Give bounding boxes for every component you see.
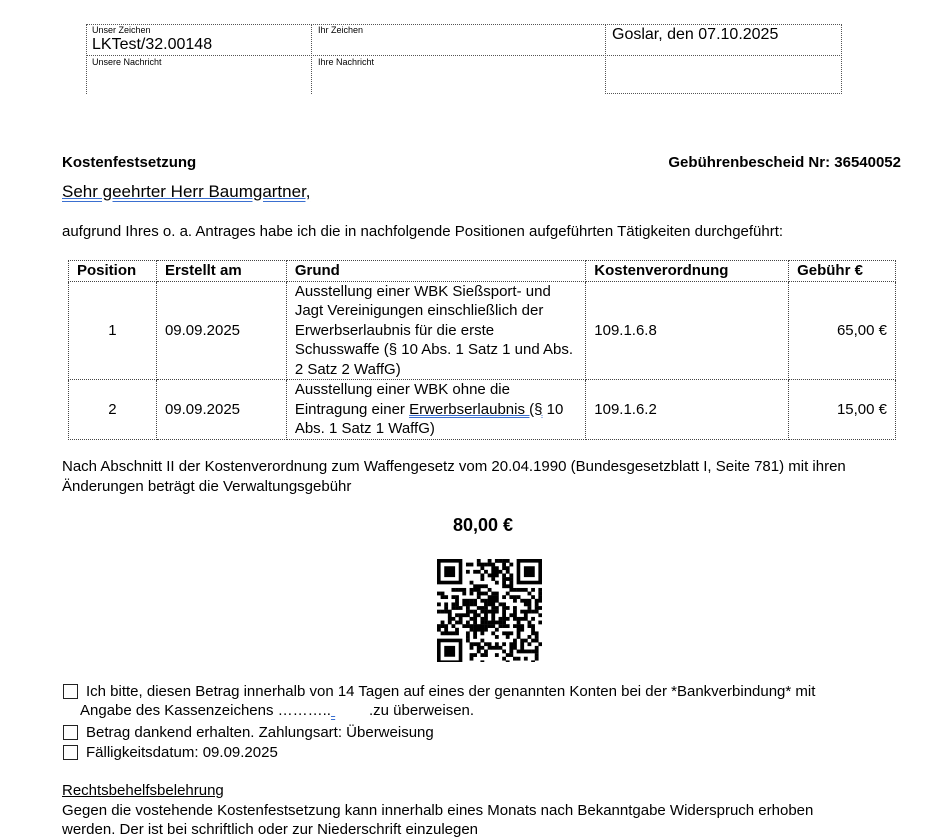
total-amount: 80,00 € [452,515,514,535]
intro-text: aufgrund Ihres o. a. Antrages habe ich die in nachfolgende Positionen aufgeführten Tätigkeiten durchgeführt: [62,223,784,240]
checkbox-payment-received[interactable] [63,725,78,740]
cell-verordnung: 109.1.6.2 [586,380,789,440]
legal-text: Nach Abschnitt II der Kostenverordnung zum Waffengesetz vom 20.04.1990 (Bundesgesetzblatt I, Seite 781) mit ihren Änderungen beträgt die Verwaltungsgebühr [62,458,846,495]
place-date: Goslar, den 07.10.2025 [612,26,779,43]
payment-reference-suffix: .zu überweisen. [368,702,475,719]
col-grund: Grund [286,261,585,282]
remedy-heading: Rechtsbehelfsbelehrung [62,782,224,799]
col-erstellt: Erstellt am [156,261,286,282]
cell-gebuehr: 15,00 € [789,380,896,440]
cell-date: 09.09.2025 [156,380,286,440]
payment-reference-prefix: Angabe des Kassenzeichens ……….. [80,702,331,719]
grund-text-b: 10 Abs. 1 Satz 1 WaffG) [294,400,564,437]
divider [605,24,606,94]
grund-text-a: Ausstellung einer WBK ohne die Eintragung einer [294,381,510,418]
col-kostenverordnung: Kostenverordnung [586,261,789,282]
unsere-nachricht-label: Unsere Nachricht [92,57,162,67]
cell-grund: Ausstellung einer WBK Sießsport- und Jagt Vereinigungen einschließlich der Erwerbserlaubnis für die erste Schusswaffe (§ 10 Abs. 1 Satz 1 und Abs. 2 Satz 2 WaffG) [286,281,585,380]
col-gebuehr: Gebühr € [789,261,896,282]
divider [86,24,87,94]
document-title: Kostenfestsetzung [62,154,197,171]
invoice-number: Gebührenbescheid Nr: 36540052 [668,154,901,171]
remedy-line-1: Gegen die vostehende Kostenfestsetzung kann innerhalb eines Monats nach Bekanntgabe Widerspruch erhoben [62,802,814,819]
table-row [69,380,896,440]
table-header-row [69,261,896,282]
divider [605,93,842,94]
reference-header [86,24,843,94]
cell-gebuehr: 65,00 € [789,281,896,380]
ihr-zeichen-label: Ihr Zeichen [318,25,364,35]
unser-zeichen-label: Unser Zeichen [92,25,151,35]
ihre-nachricht-label: Ihre Nachricht [318,57,375,67]
qr-code [437,559,542,662]
checkbox-payment-request[interactable] [63,684,78,699]
remedy-line-2: werden. Der ist bei schriftlich oder zur Niederschrift einzulegen [62,821,479,838]
unser-zeichen-value: LKTest/32.00148 [92,36,213,53]
divider [841,24,842,94]
cash-register-field[interactable] [331,702,369,719]
checkbox-payment-received-label: Betrag dankend erhalten. Zahlungsart: Überweisung [86,724,434,741]
grund-text-spell: Erwerbserlaubnis (§ [409,400,543,418]
col-position: Position [69,261,157,282]
divider [86,55,842,56]
divider [311,24,312,94]
payment-reference-line [80,702,474,719]
cost-table [68,260,896,440]
cell-grund [286,380,585,440]
cell-position: 2 [69,380,157,440]
divider [86,24,842,25]
checkbox-payment-request-label: Ich bitte, diesen Betrag innerhalb von 14 Tagen auf eines der genannten Konten bei der *Bankverbindung* mit [86,683,816,700]
checkbox-due-date[interactable] [63,745,78,760]
cell-date: 09.09.2025 [156,281,286,380]
cell-verordnung: 109.1.6.8 [586,281,789,380]
cell-position: 1 [69,281,157,380]
salutation: Sehr geehrter Herr Baumgartner, [62,182,311,201]
table-row [69,281,896,380]
checkbox-due-date-label: Fälligkeitsdatum: 09.09.2025 [86,744,278,761]
